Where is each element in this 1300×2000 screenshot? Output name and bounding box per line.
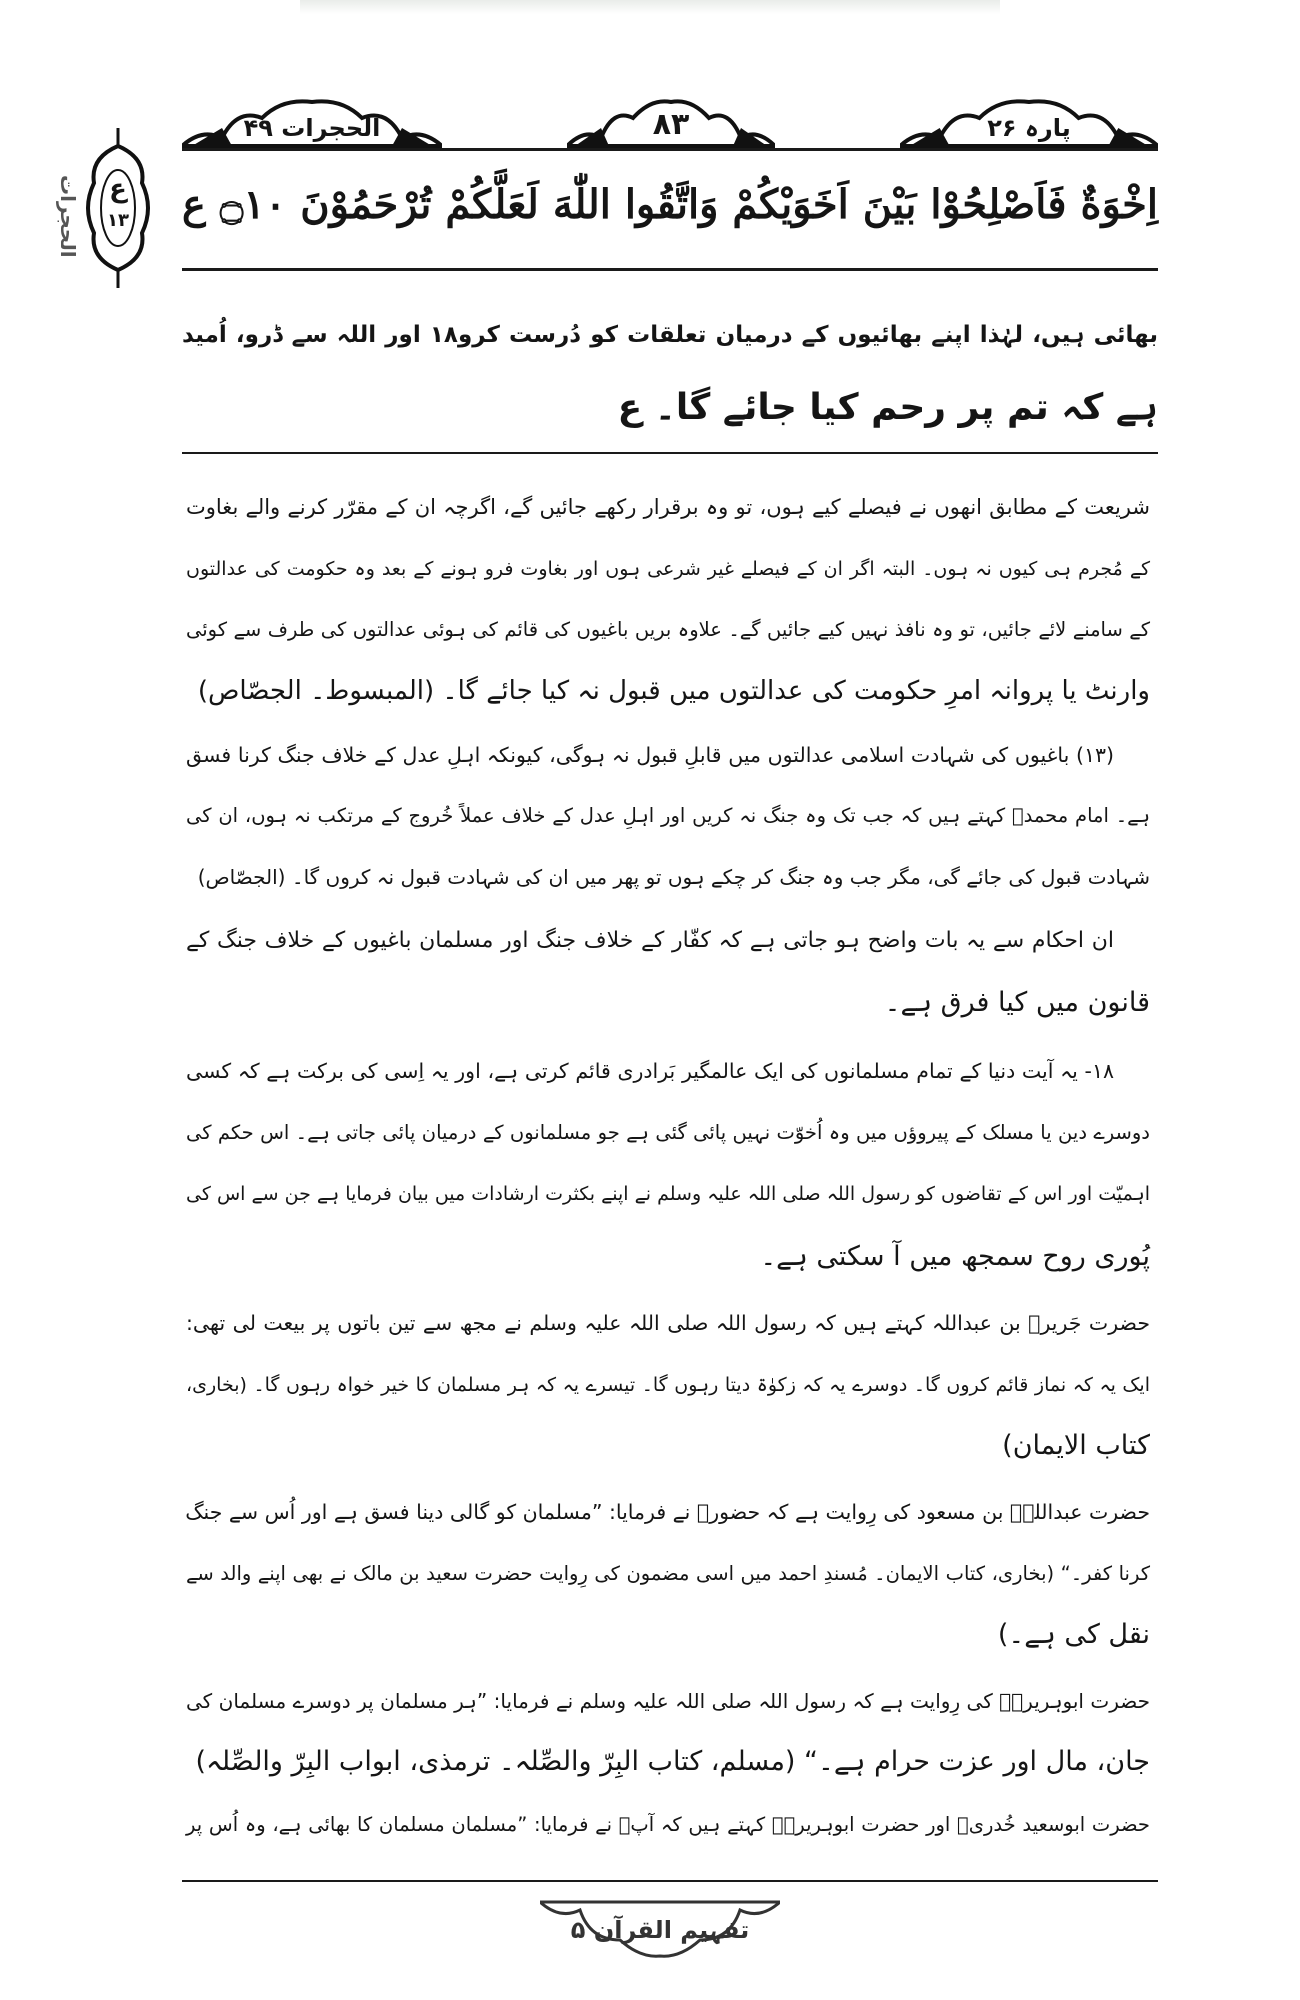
commentary-line: شریعت کے مطابق انھوں نے فیصلے کیے ہوں، تو وہ برقرار رکھے جائیں گے، اگرچہ ان کے مقرّر کرنے والے بغاوت [186, 495, 1150, 519]
commentary-line: حضرت عبداللہؓ بن مسعود کی رِوایت ہے کہ حضورؐ نے فرمایا: ”مسلمان کو گالی دینا فسق ہے اور اُس سے جنگ [185, 1500, 1150, 1524]
surah-name: الحجرات ۴۹ [243, 114, 381, 142]
translation-line: ہے کہ تم پر رحم کیا جائے گا۔ ع [617, 387, 1158, 428]
commentary-line: پُوری روح سمجھ میں آ سکتی ہے۔ [760, 1241, 1150, 1272]
quran-ayah: اِخْوَةٌ فَاَصْلِحُوْا بَيْنَ اَخَوَيْكُمْ وَاتَّقُوا اللّٰهَ لَعَلَّكُمْ تُرْحَمُوْنَ ۝١٠ ع [182, 181, 1158, 228]
para-number: پارہ ۲۶ [987, 114, 1071, 142]
commentary-line: قانون میں کیا فرق ہے۔ [884, 987, 1150, 1018]
commentary-line: اہمیّت اور اس کے تقاضوں کو رسول اللہ صلی اللہ علیہ وسلم نے اپنے بکثرت ارشادات میں بیان فرمایا ہے جن سے اس کی [186, 1183, 1150, 1205]
commentary-line: جان، مال اور عزت حرام ہے۔“ (مسلم، کتاب البِرّ والصِّلہ۔ ترمذی، ابواب البِرّ والصِّلہ) [195, 1746, 1150, 1777]
header-divider [182, 148, 1158, 151]
commentary-line: ایک یہ کہ نماز قائم کروں گا۔ دوسرے یہ کہ زکوٰۃ دیتا رہوں گا۔ تیسرے یہ کہ ہر مسلمان کا خیر خواہ رہوں گا۔ (بخاری، [186, 1374, 1150, 1396]
ruku-medallion [80, 128, 156, 288]
commentary-line: وارنٹ یا پروانہ امرِ حکومت کی عدالتوں میں قبول نہ کیا جائے گا۔ (المبسوط۔ الجصّاص) [197, 676, 1150, 706]
commentary-line: کے سامنے لائے جائیں، تو وہ نافذ نہیں کیے جائیں گے۔ علاوہ بریں باغیوں کی قائم کی ہوئی عدالتوں کی طرف سے کوئی [186, 618, 1150, 641]
commentary-line: ۱۸- یہ آیت دنیا کے تمام مسلمانوں کی ایک عالمگیر بَرادری قائم کرتی ہے، اور یہ اِسی کی برکت ہے کہ کسی [186, 1059, 1114, 1083]
commentary-line: نقل کی ہے۔) [997, 1619, 1150, 1650]
medallion-ornament-icon [80, 128, 156, 288]
commentary-line: (۱۳) باغیوں کی شہادت اسلامی عدالتوں میں قابلِ قبول نہ ہوگی، کیونکہ اہلِ عدل کے خلاف جنگ کرنا فسق [186, 743, 1114, 767]
commentary-line: کے مُجرم ہی کیوں نہ ہوں۔ البتہ اگر ان کے فیصلے غیر شرعی ہوں اور بغاوت فرو ہونے کے بعد وہ حکومت کی عدالتوں [186, 558, 1150, 580]
ayah-divider [182, 268, 1158, 271]
commentary-line: حضرت ابوہریرہؓ کی رِوایت ہے کہ رسول اللہ صلی اللہ علیہ وسلم نے فرمایا: ”ہر مسلمان پر دوسرے مسلمان کی [186, 1689, 1151, 1713]
header-page-number [567, 98, 775, 148]
commentary-line: ان احکام سے یہ بات واضح ہو جاتی ہے کہ کفّار کے خلاف جنگ اور مسلمان باغیوں کے خلاف جنگ کے [186, 928, 1114, 953]
ruku-mark: ع [109, 174, 127, 204]
translation-line: بھائی ہیں، لہٰذا اپنے بھائیوں کے درمیان تعلقات کو دُرست کرو۱۸ اور اللہ سے ڈرو، اُمید [182, 322, 1158, 348]
footer-book-title [540, 1900, 780, 1960]
commentary-line: شہادت قبول کی جائے گی، مگر جب وہ جنگ کر چکے ہوں تو پھر میں ان کی شہادت قبول نہ کروں گا۔ (الجصّاص) [197, 865, 1150, 889]
commentary-line: دوسرے دین یا مسلک کے پیروؤں میں وہ اُخوّت نہیں پائی گئی ہے جو مسلمانوں کے درمیان پائی جاتی ہے۔ اس حکم کی [186, 1121, 1150, 1144]
margin-surah-label: الحجرات [56, 175, 80, 258]
commentary-line: کرنا کفر۔“ (بخاری، کتاب الایمان۔ مُسندِ احمد میں اسی مضمون کی رِوایت حضرت سعید بن مالک نے بھی اپنے والد سے [186, 1562, 1150, 1585]
page-number: ۸۳ [652, 107, 690, 142]
header-para [900, 98, 1158, 148]
scan-edge [300, 0, 1000, 14]
commentary-line: حضرت جَریرؓ بن عبداللہ کہتے ہیں کہ رسول اللہ صلی اللہ علیہ وسلم نے مجھ سے تین باتوں پر بیعت لی تھی: [186, 1311, 1150, 1335]
commentary-line: ہے۔ امام محمدؒ کہتے ہیں کہ جب تک وہ جنگ نہ کریں اور اہلِ عدل کے خلاف عملاً خُروج کے مرتکب نہ ہوں، ان کی [186, 804, 1150, 827]
book-title: تفہیم القرآن ۵ [570, 1916, 750, 1944]
ruku-number: ۱۳ [107, 210, 129, 231]
header-surah [182, 98, 442, 148]
translation-divider [182, 452, 1158, 454]
commentary-line: کتاب الایمان) [1002, 1430, 1150, 1461]
footer-divider [182, 1880, 1158, 1882]
commentary-line: حضرت ابوسعید خُدریؓ اور حضرت ابوہریرہؓ کہتے ہیں کہ آپؐ نے فرمایا: ”مسلمان مسلمان کا بھائی ہے، وہ اُس پر [186, 1813, 1150, 1836]
